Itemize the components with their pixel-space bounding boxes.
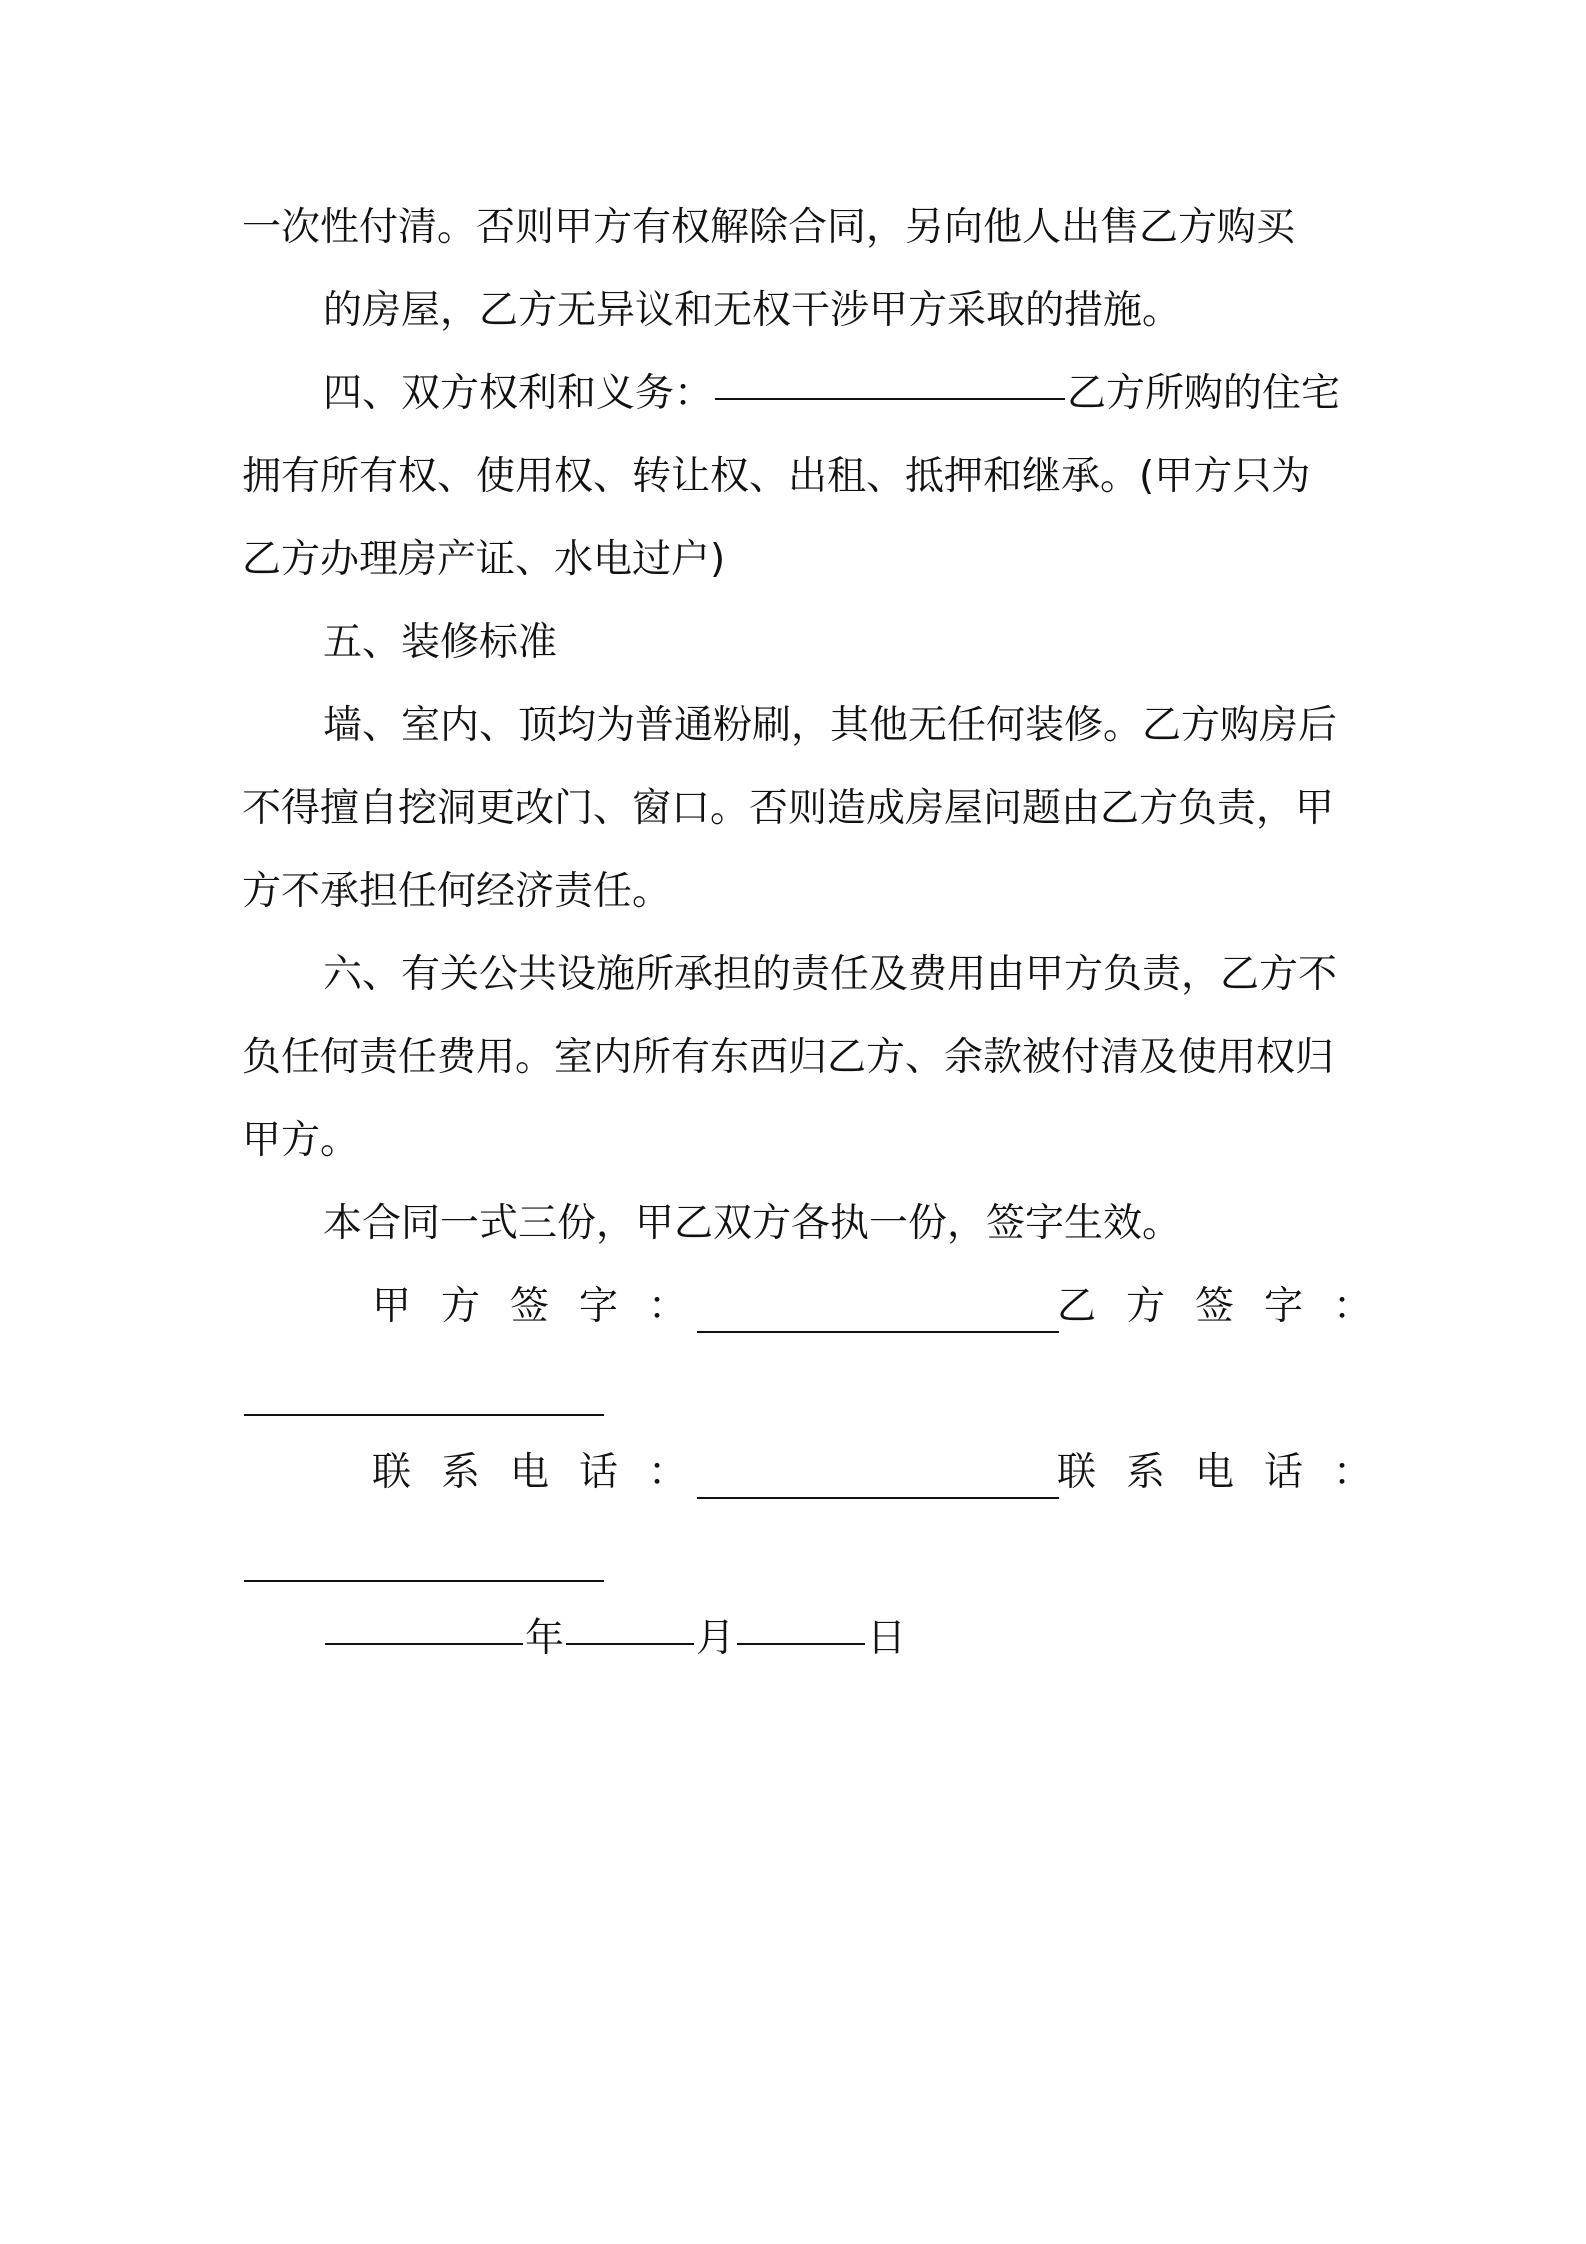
text-line-5: 乙方办理房产证、水电过户) [242,537,726,582]
party-b-phone-blank[interactable] [244,1580,604,1582]
party-a-phone-blank[interactable] [697,1497,1059,1499]
clause-5-heading: 五、装修标准 [323,620,558,665]
party-b-sign-label: 乙方签字： [1057,1284,1403,1329]
text-line-8: 不得擅自挖洞更改门、窗口。否则造成房屋问题由乙方负责，甲 [242,786,1335,831]
month-blank[interactable] [566,1643,694,1645]
party-b-phone-label: 联系电话： [1057,1450,1403,1495]
year-blank[interactable] [325,1643,523,1645]
clause-6-line-1: 六、有关公共设施所承担的责任及费用由甲方负责，乙方不 [323,952,1338,997]
date-line [323,1611,1352,1667]
month-label: 月 [696,1616,736,1661]
party-a-phone-label: 联系电话： [372,1450,718,1495]
clause-4-label: 四、双方权利和义务： [323,371,714,416]
day-label: 日 [867,1616,907,1661]
text-line-2: 的房屋，乙方无异议和无权干涉甲方采取的措施。 [323,288,1182,333]
text-line-9: 方不承担任何经济责任。 [242,869,672,914]
clause-6-line-3: 甲方。 [242,1118,360,1163]
year-label: 年 [525,1616,565,1661]
clause-4-blank[interactable] [715,398,1065,400]
party-a-sign-label: 甲方签字： [372,1284,718,1329]
day-blank[interactable] [737,1643,865,1645]
party-a-sign-blank[interactable] [697,1331,1059,1333]
clause-4-heading-line [323,366,1352,422]
party-b-sign-blank[interactable] [244,1414,604,1416]
clause-6-line-2: 负任何责任费用。室内所有东西归乙方、余款被付清及使用权归 [242,1035,1335,1080]
clause-4-suffix: 乙方所购的住宅 [1067,371,1341,416]
text-line-1: 一次性付清。否则甲方有权解除合同，另向他人出售乙方购买 [242,205,1296,250]
text-line-7: 墙、室内、顶均为普通粉刷，其他无任何装修。乙方购房后 [323,703,1338,748]
copies-statement: 本合同一式三份，甲乙双方各执一份，签字生效。 [323,1201,1182,1246]
text-line-4: 拥有所有权、使用权、转让权、出租、抵押和继承。(甲方只为 [242,454,1311,499]
